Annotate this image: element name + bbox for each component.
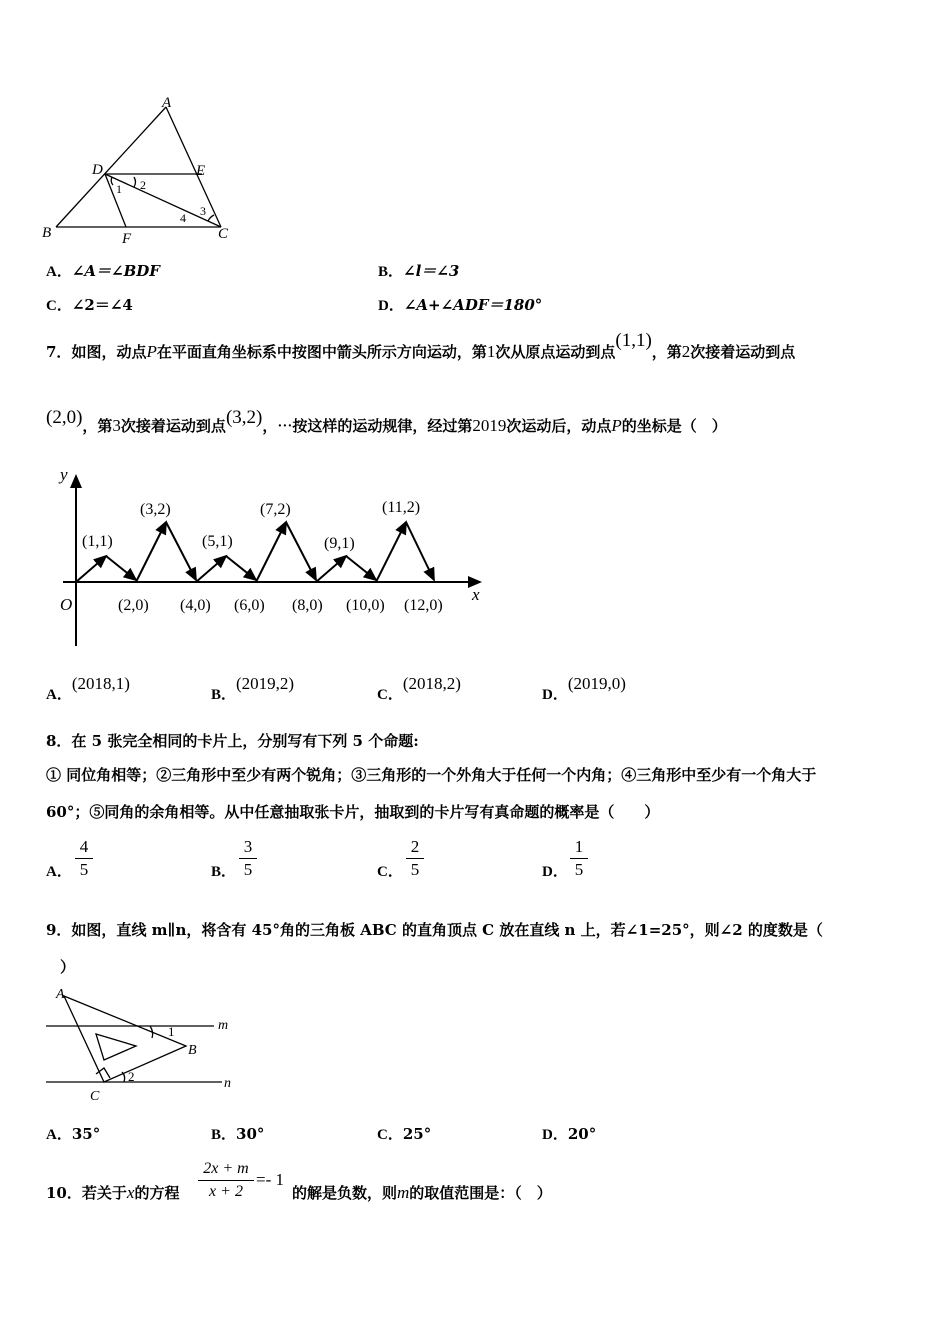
q6-option-d[interactable]: D．∠A+∠ADF＝180° — [378, 296, 543, 314]
q9-angle-label-1: 1 — [168, 1024, 175, 1039]
q7-question-line-2: (2,0)，第3次接着运动到点(3,2)，⋯按这样的运动规律，经过第2019次运动后，动点P的坐标是（ ） — [46, 407, 727, 435]
q7-option-c[interactable]: C．(2018,2) — [377, 674, 461, 703]
x-axis-label: x — [472, 585, 480, 604]
q8-option-d-fraction: 1 5 — [567, 836, 591, 881]
point-label-d: D — [92, 162, 103, 178]
q9-option-d[interactable]: D．20° — [542, 1125, 597, 1143]
q6-figure-labels — [42, 95, 229, 247]
q7-option-b[interactable]: B．(2019,2) — [211, 674, 295, 703]
upper-point-label: (9,1) — [324, 535, 355, 552]
q6-option-a[interactable]: A．∠A＝∠BDF — [46, 262, 160, 280]
point-label-e: E — [196, 163, 206, 179]
q10-equation-fraction: 2x + m x + 2 — [196, 1158, 256, 1203]
lower-point-label: (8,0) — [292, 597, 323, 614]
lower-point-label: (2,0) — [118, 597, 149, 614]
q8-question-line-3: 60°；⑤同角的余角相等。从中任意抽取张卡片，抽取到的卡片写有真命题的概率是（ ） — [46, 803, 660, 821]
angle-label-4: 4 — [180, 211, 186, 225]
q9-option-b[interactable]: B．30° — [211, 1125, 265, 1143]
q9-label-a: A — [56, 987, 65, 1002]
q8-option-d[interactable]: D． — [542, 864, 568, 880]
q7-motion-graph — [48, 458, 498, 650]
q9-option-a[interactable]: A．35° — [46, 1125, 101, 1143]
upper-point-label: (7,2) — [260, 501, 291, 518]
point-label-a: A — [162, 95, 172, 111]
q8-question-line-2: ① 同位角相等；②三角形中至少有两个锐角；③三角形的一个外角大于任何一个内角；④三角形中至少有一个角大于 — [46, 766, 817, 784]
lower-point-label: (4,0) — [180, 597, 211, 614]
q9-label-b: B — [188, 1043, 197, 1058]
origin-label: O — [60, 595, 73, 614]
y-axis-label: y — [60, 465, 68, 484]
q7-option-d[interactable]: D．(2019,0) — [542, 674, 626, 703]
q6-option-c[interactable]: C．∠2＝∠4 — [46, 296, 133, 314]
q8-option-a-fraction: 4 5 — [72, 836, 96, 881]
upper-point-label: (3,2) — [140, 501, 171, 518]
q9-option-c[interactable]: C．25° — [377, 1125, 432, 1143]
q8-question-line-1: 8．在 5 张完全相同的卡片上，分别写有下列 5 个命题: — [46, 732, 419, 750]
q8-option-c[interactable]: C． — [377, 864, 403, 880]
q9-label-n: n — [224, 1076, 231, 1091]
lower-point-label: (6,0) — [234, 597, 265, 614]
q9-question-line-2: ） — [60, 958, 76, 976]
q10-question-lead: 10．若关于x的方程 — [46, 1183, 180, 1202]
q8-option-b-fraction: 3 5 — [236, 836, 260, 881]
angle-label-3: 3 — [200, 204, 206, 218]
q6-triangle-figure — [38, 95, 248, 247]
q9-angle-label-2: 2 — [128, 1069, 135, 1084]
angle-label-1: 1 — [116, 182, 122, 196]
q10-question-tail: 的解是负数，则m的取值范围是：（ ） — [292, 1183, 552, 1202]
lower-point-label: (10,0) — [346, 597, 385, 614]
q9-label-m: m — [218, 1018, 229, 1033]
q6-option-b[interactable]: B．∠l＝∠3 — [378, 262, 460, 280]
upper-point-label: (1,1) — [82, 533, 113, 550]
angle-label-2: 2 — [140, 178, 146, 192]
q10-equation-rhs: =- 1 — [256, 1170, 284, 1189]
q8-option-b[interactable]: B． — [211, 864, 237, 880]
q8-option-a[interactable]: A． — [46, 864, 72, 880]
q9-label-c: C — [90, 1089, 100, 1104]
q9-triangle-ruler-figure — [44, 984, 244, 1104]
point-label-f: F — [122, 231, 132, 247]
q7-option-a[interactable]: A．(2018,1) — [46, 674, 130, 703]
q7-question-line-1: 7．如图，动点P在平面直角坐标系中按图中箭头所示方向运动，第1次从原点运动到点(1,1)，第2次接着运动到点 — [46, 330, 796, 361]
point-label-b: B — [42, 225, 52, 241]
q8-option-c-fraction: 2 5 — [403, 836, 427, 881]
q9-question-line-1: 9．如图，直线 m∥n，将含有 45°角的三角板 ABC 的直角顶点 C 放在直线 n 上，若∠1=25°，则∠2 的度数是（ — [46, 921, 823, 939]
point-label-c: C — [218, 226, 229, 242]
lower-point-label: (12,0) — [404, 597, 443, 614]
upper-point-label: (5,1) — [202, 533, 233, 550]
upper-point-label: (11,2) — [382, 499, 421, 516]
